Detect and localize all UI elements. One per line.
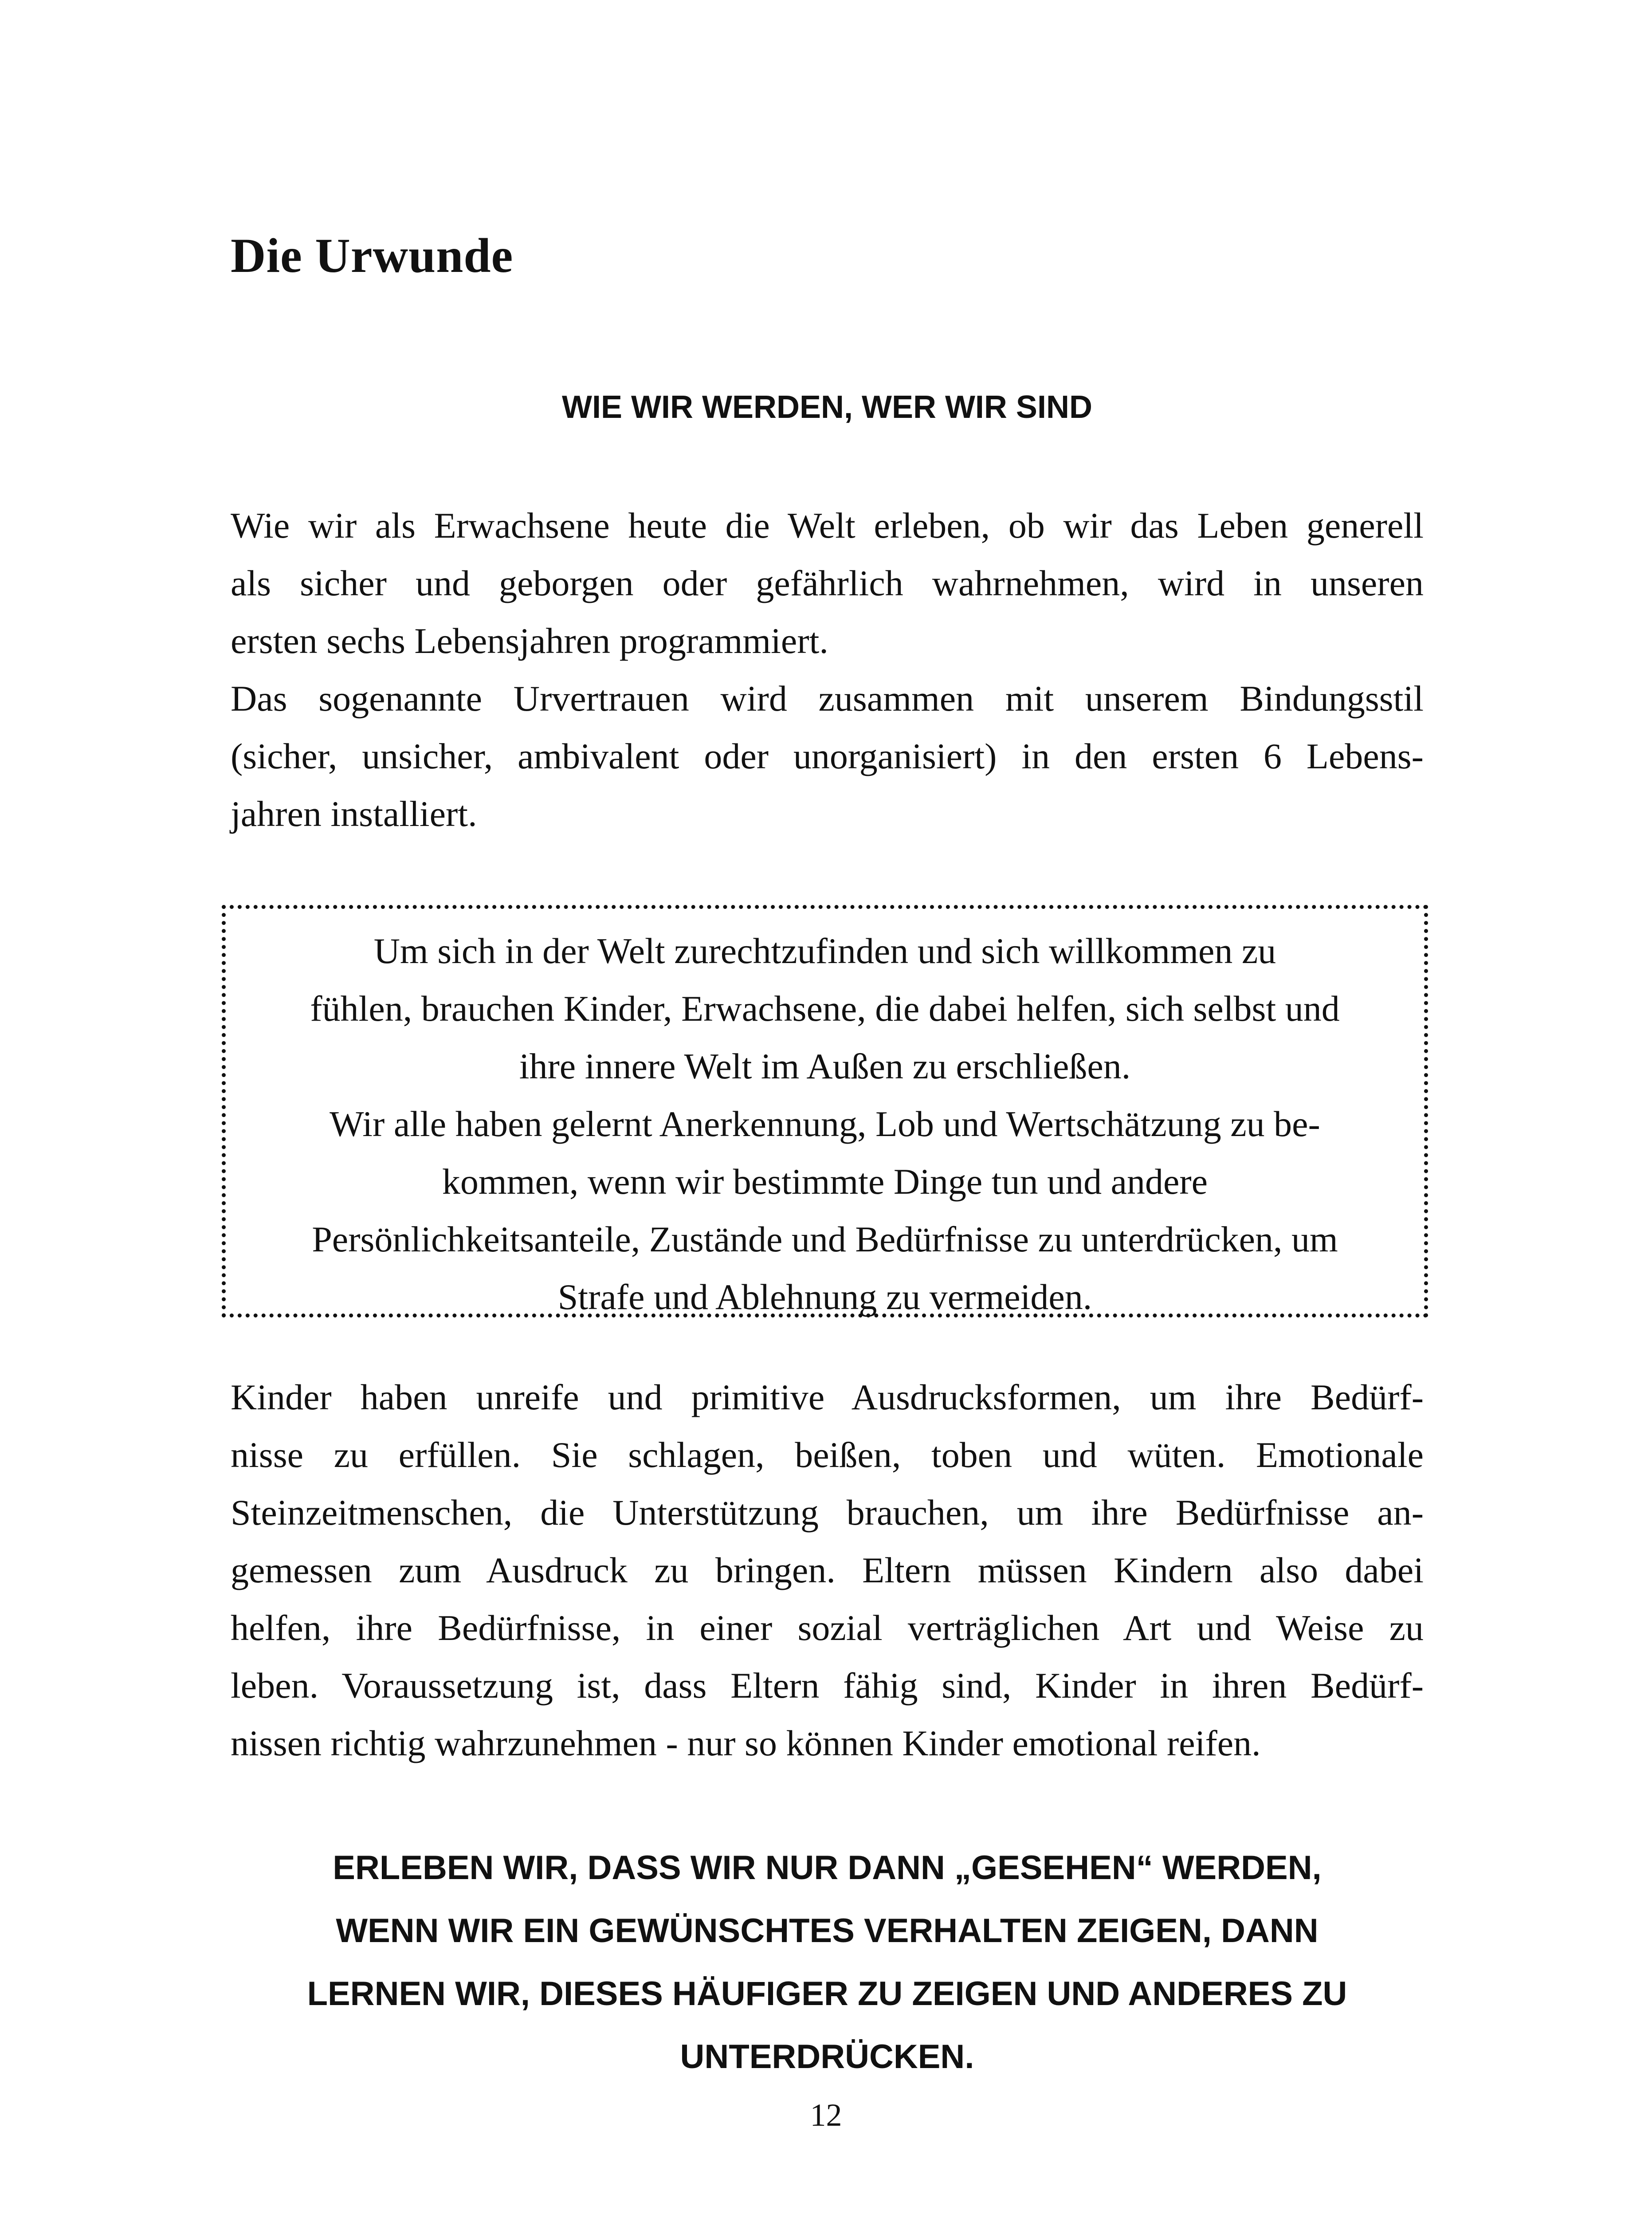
- intro-paragraph: [231, 497, 1424, 843]
- intro-line: ersten sechs Lebensjahren programmiert.: [231, 621, 828, 661]
- intro-line: Wie wir als Erwachsene heute die Welt erleben, ob wir das Leben generell: [231, 505, 1424, 546]
- paragraph-line: gemessen zum Ausdruck zu bringen. Eltern müssen Kindern also dabei: [231, 1550, 1424, 1590]
- quote-line: Persönlichkeitsanteile, Zustände und Bedürfnisse zu unterdrücken, um: [312, 1219, 1338, 1259]
- callout-line: UNTERDRÜCKEN.: [680, 2038, 974, 2076]
- paragraph-line: helfen, ihre Bedürfnisse, in einer sozial verträglichen Art und Weise zu: [231, 1608, 1424, 1648]
- paragraph-line: leben. Voraussetzung ist, dass Eltern fähig sind, Kinder in ihren Bedürf-: [231, 1665, 1424, 1706]
- callout-line: WENN WIR EIN GEWÜNSCHTES VERHALTEN ZEIGEN, DANN: [336, 1912, 1318, 1950]
- page-number: 12: [810, 2097, 842, 2133]
- callout-line: LERNEN WIR, DIESES HÄUFIGER ZU ZEIGEN UND ANDERES ZU: [307, 1975, 1347, 2013]
- page-title: Die Urwunde: [231, 228, 514, 283]
- callout-line: ERLEBEN WIR, DASS WIR NUR DANN „GESEHEN“ WERDEN,: [333, 1849, 1322, 1887]
- callout: [231, 1837, 1424, 2088]
- intro-line: (sicher, unsicher, ambivalent oder unorganisiert) in den ersten 6 Lebens-: [231, 736, 1424, 776]
- intro-line: als sicher und geborgen oder gefährlich wahrnehmen, wird in unseren: [231, 563, 1424, 603]
- main-paragraph: [231, 1369, 1424, 1772]
- paragraph-line: Steinzeitmenschen, die Unterstützung brauchen, um ihre Bedürfnisse an-: [231, 1492, 1424, 1533]
- section-heading: WIE WIR WERDEN, WER WIR SIND: [562, 389, 1092, 425]
- quote-line: Um sich in der Welt zurechtzufinden und sich willkommen zu: [373, 931, 1276, 971]
- paragraph-line: nisse zu erfüllen. Sie schlagen, beißen, toben und wüten. Emotionale: [231, 1435, 1424, 1475]
- quote-line: kommen, wenn wir bestimmte Dinge tun und andere: [442, 1161, 1208, 1202]
- paragraph-line: nissen richtig wahrzunehmen - nur so können Kinder emotional reifen.: [231, 1723, 1261, 1763]
- quote-box: [222, 905, 1428, 1317]
- intro-line: Das sogenannte Urvertrauen wird zusammen mit unserem Bindungsstil: [231, 678, 1424, 719]
- quote-line: Wir alle haben gelernt Anerkennung, Lob und Wertschätzung zu be-: [330, 1104, 1320, 1144]
- quote-line: fühlen, brauchen Kinder, Erwachsene, die dabei helfen, sich selbst und: [310, 988, 1340, 1029]
- paragraph-line: Kinder haben unreife und primitive Ausdrucksformen, um ihre Bedürf-: [231, 1377, 1424, 1417]
- intro-line: jahren installiert.: [231, 794, 477, 834]
- quote-line: Strafe und Ablehnung zu vermeiden.: [557, 1277, 1092, 1317]
- quote-line: ihre innere Welt im Außen zu erschließen.: [519, 1046, 1131, 1086]
